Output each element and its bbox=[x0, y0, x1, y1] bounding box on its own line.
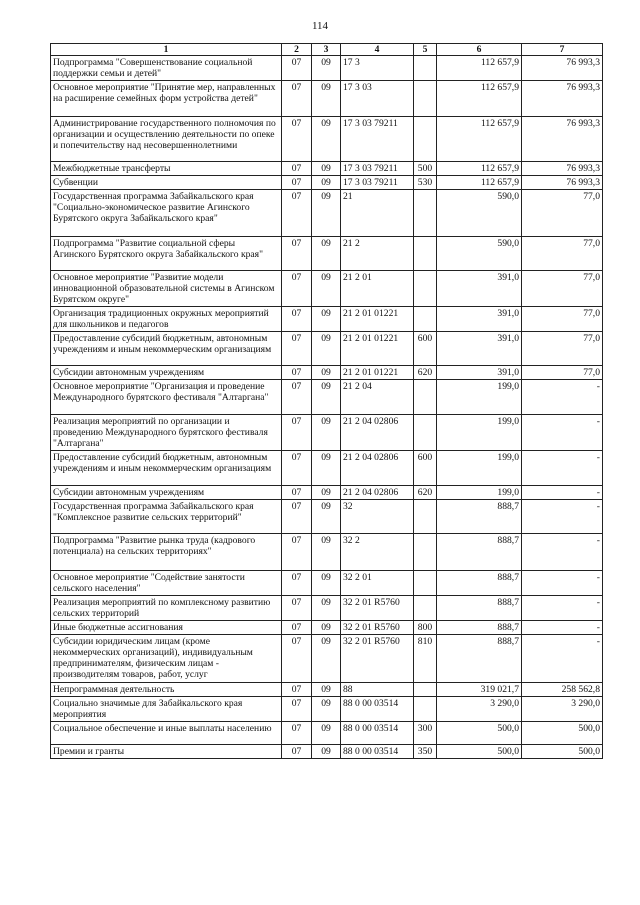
cell-target-article: 32 2 01 R5760 bbox=[341, 621, 414, 635]
cell-name: Подпрограмма "Развитие рынка труда (кадрового потенциала) на сельских территориях" bbox=[51, 534, 282, 571]
table-row bbox=[51, 56, 603, 81]
cell-expense-type bbox=[414, 190, 437, 237]
cell-section: 07 bbox=[282, 380, 312, 415]
cell-amount-year1: 500,0 bbox=[437, 745, 522, 759]
cell-amount-year2: 76 993,3 bbox=[522, 81, 603, 117]
cell-target-article: 21 2 04 02806 bbox=[341, 451, 414, 486]
cell-subsection: 09 bbox=[312, 635, 341, 683]
cell-target-article: 17 3 03 79211 bbox=[341, 117, 414, 162]
cell-amount-year2: - bbox=[522, 534, 603, 571]
cell-expense-type: 300 bbox=[414, 722, 437, 745]
table-row bbox=[51, 534, 603, 571]
cell-amount-year2: 500,0 bbox=[522, 745, 603, 759]
cell-expense-type bbox=[414, 56, 437, 81]
cell-subsection: 09 bbox=[312, 237, 341, 271]
cell-subsection: 09 bbox=[312, 451, 341, 486]
cell-target-article: 21 2 04 bbox=[341, 380, 414, 415]
table-row bbox=[51, 307, 603, 332]
cell-subsection: 09 bbox=[312, 722, 341, 745]
cell-amount-year1: 112 657,9 bbox=[437, 56, 522, 81]
cell-amount-year1: 590,0 bbox=[437, 190, 522, 237]
cell-target-article: 17 3 bbox=[341, 56, 414, 81]
cell-amount-year1: 888,7 bbox=[437, 621, 522, 635]
cell-subsection: 09 bbox=[312, 271, 341, 307]
cell-amount-year2: 77,0 bbox=[522, 366, 603, 380]
table-body bbox=[51, 56, 603, 759]
table-row bbox=[51, 596, 603, 621]
cell-amount-year2: - bbox=[522, 596, 603, 621]
cell-amount-year1: 391,0 bbox=[437, 271, 522, 307]
cell-subsection: 09 bbox=[312, 415, 341, 451]
cell-section: 07 bbox=[282, 571, 312, 596]
table-row bbox=[51, 500, 603, 534]
cell-expense-type bbox=[414, 81, 437, 117]
cell-target-article: 32 2 01 R5760 bbox=[341, 635, 414, 683]
cell-expense-type: 620 bbox=[414, 366, 437, 380]
cell-amount-year1: 888,7 bbox=[437, 635, 522, 683]
cell-subsection: 09 bbox=[312, 745, 341, 759]
cell-amount-year2: 3 290,0 bbox=[522, 697, 603, 722]
table-row bbox=[51, 486, 603, 500]
cell-amount-year2: - bbox=[522, 635, 603, 683]
cell-subsection: 09 bbox=[312, 697, 341, 722]
cell-section: 07 bbox=[282, 237, 312, 271]
cell-expense-type: 500 bbox=[414, 162, 437, 176]
cell-section: 07 bbox=[282, 271, 312, 307]
cell-expense-type bbox=[414, 307, 437, 332]
cell-section: 07 bbox=[282, 451, 312, 486]
table-row bbox=[51, 451, 603, 486]
cell-expense-type bbox=[414, 534, 437, 571]
cell-amount-year1: 112 657,9 bbox=[437, 162, 522, 176]
cell-amount-year2: 76 993,3 bbox=[522, 117, 603, 162]
cell-section: 07 bbox=[282, 486, 312, 500]
cell-section: 07 bbox=[282, 176, 312, 190]
cell-name: Основное мероприятие "Развитие модели инновационной образовательной системы в Агинском Бурятском округе" bbox=[51, 271, 282, 307]
cell-section: 07 bbox=[282, 415, 312, 451]
cell-subsection: 09 bbox=[312, 500, 341, 534]
table-row bbox=[51, 271, 603, 307]
cell-section: 07 bbox=[282, 366, 312, 380]
cell-section: 07 bbox=[282, 56, 312, 81]
cell-subsection: 09 bbox=[312, 486, 341, 500]
cell-amount-year2: 77,0 bbox=[522, 332, 603, 366]
cell-name: Государственная программа Забайкальского края "Социально-экономическое развитие Агинского Бурятского округа Забайкальского края" bbox=[51, 190, 282, 237]
cell-amount-year2: 76 993,3 bbox=[522, 176, 603, 190]
cell-expense-type: 620 bbox=[414, 486, 437, 500]
cell-amount-year1: 3 290,0 bbox=[437, 697, 522, 722]
cell-amount-year1: 391,0 bbox=[437, 366, 522, 380]
cell-amount-year1: 888,7 bbox=[437, 500, 522, 534]
cell-expense-type: 810 bbox=[414, 635, 437, 683]
table-row bbox=[51, 190, 603, 237]
cell-section: 07 bbox=[282, 596, 312, 621]
cell-name: Субсидии автономным учреждениям bbox=[51, 486, 282, 500]
cell-subsection: 09 bbox=[312, 190, 341, 237]
cell-amount-year2: - bbox=[522, 571, 603, 596]
table-row bbox=[51, 415, 603, 451]
cell-target-article: 32 2 01 bbox=[341, 571, 414, 596]
cell-expense-type bbox=[414, 237, 437, 271]
cell-subsection: 09 bbox=[312, 596, 341, 621]
column-header-3: 3 bbox=[312, 44, 341, 56]
cell-name: Социально значимые для Забайкальского края мероприятия bbox=[51, 697, 282, 722]
cell-section: 07 bbox=[282, 745, 312, 759]
cell-expense-type bbox=[414, 571, 437, 596]
cell-target-article: 21 2 01 01221 bbox=[341, 307, 414, 332]
cell-name: Предоставление субсидий бюджетным, автономным учреждениям и иным некоммерческим организациям bbox=[51, 332, 282, 366]
cell-name: Субсидии автономным учреждениям bbox=[51, 366, 282, 380]
cell-amount-year2: 77,0 bbox=[522, 271, 603, 307]
cell-amount-year2: 76 993,3 bbox=[522, 162, 603, 176]
cell-amount-year1: 888,7 bbox=[437, 571, 522, 596]
cell-amount-year1: 199,0 bbox=[437, 486, 522, 500]
cell-target-article: 21 2 01 bbox=[341, 271, 414, 307]
column-header-7: 7 bbox=[522, 44, 603, 56]
cell-subsection: 09 bbox=[312, 332, 341, 366]
column-header-1: 1 bbox=[51, 44, 282, 56]
column-header-4: 4 bbox=[341, 44, 414, 56]
cell-amount-year1: 199,0 bbox=[437, 451, 522, 486]
table-row bbox=[51, 332, 603, 366]
cell-section: 07 bbox=[282, 307, 312, 332]
header-row bbox=[51, 44, 603, 56]
table-row bbox=[51, 722, 603, 745]
cell-target-article: 21 2 01 01221 bbox=[341, 366, 414, 380]
column-header-6: 6 bbox=[437, 44, 522, 56]
cell-target-article: 21 2 04 02806 bbox=[341, 415, 414, 451]
table-row bbox=[51, 81, 603, 117]
cell-target-article: 32 bbox=[341, 500, 414, 534]
table-row bbox=[51, 635, 603, 683]
cell-target-article: 17 3 03 79211 bbox=[341, 176, 414, 190]
cell-amount-year2: - bbox=[522, 415, 603, 451]
cell-target-article: 17 3 03 bbox=[341, 81, 414, 117]
cell-expense-type bbox=[414, 683, 437, 697]
table-row bbox=[51, 176, 603, 190]
cell-name: Подпрограмма "Развитие социальной сферы Агинского Бурятского округа Забайкальского края" bbox=[51, 237, 282, 271]
cell-expense-type bbox=[414, 596, 437, 621]
cell-section: 07 bbox=[282, 635, 312, 683]
cell-target-article: 32 2 01 R5760 bbox=[341, 596, 414, 621]
cell-section: 07 bbox=[282, 722, 312, 745]
cell-amount-year2: - bbox=[522, 486, 603, 500]
cell-amount-year1: 112 657,9 bbox=[437, 176, 522, 190]
cell-amount-year2: 77,0 bbox=[522, 237, 603, 271]
cell-amount-year1: 199,0 bbox=[437, 415, 522, 451]
cell-section: 07 bbox=[282, 621, 312, 635]
cell-section: 07 bbox=[282, 332, 312, 366]
cell-name: Основное мероприятие "Принятие мер, направленных на расширение семейных форм устройства детей" bbox=[51, 81, 282, 117]
cell-subsection: 09 bbox=[312, 683, 341, 697]
cell-name: Субвенции bbox=[51, 176, 282, 190]
cell-target-article: 21 2 bbox=[341, 237, 414, 271]
cell-expense-type bbox=[414, 271, 437, 307]
cell-amount-year1: 199,0 bbox=[437, 380, 522, 415]
table-row bbox=[51, 117, 603, 162]
cell-subsection: 09 bbox=[312, 380, 341, 415]
table-row bbox=[51, 162, 603, 176]
cell-amount-year2: 77,0 bbox=[522, 190, 603, 237]
cell-target-article: 21 bbox=[341, 190, 414, 237]
cell-section: 07 bbox=[282, 500, 312, 534]
table-row bbox=[51, 380, 603, 415]
cell-amount-year1: 888,7 bbox=[437, 534, 522, 571]
cell-subsection: 09 bbox=[312, 162, 341, 176]
cell-target-article: 88 0 00 03514 bbox=[341, 722, 414, 745]
cell-amount-year2: - bbox=[522, 380, 603, 415]
cell-section: 07 bbox=[282, 190, 312, 237]
cell-section: 07 bbox=[282, 697, 312, 722]
table-row bbox=[51, 571, 603, 596]
cell-name: Организация традиционных окружных мероприятий для школьников и педагогов bbox=[51, 307, 282, 332]
cell-name: Реализация мероприятий по комплексному развитию сельских территорий bbox=[51, 596, 282, 621]
cell-subsection: 09 bbox=[312, 534, 341, 571]
cell-name: Субсидии юридическим лицам (кроме некоммерческих организаций), индивидуальным предпринимателям, физическим лицам - производителям товаров, работ, услуг bbox=[51, 635, 282, 683]
table-row bbox=[51, 697, 603, 722]
cell-amount-year1: 319 021,7 bbox=[437, 683, 522, 697]
cell-name: Предоставление субсидий бюджетным, автономным учреждениям и иным некоммерческим организациям bbox=[51, 451, 282, 486]
column-header-2: 2 bbox=[282, 44, 312, 56]
cell-amount-year1: 112 657,9 bbox=[437, 117, 522, 162]
cell-target-article: 32 2 bbox=[341, 534, 414, 571]
cell-expense-type bbox=[414, 697, 437, 722]
cell-amount-year2: 500,0 bbox=[522, 722, 603, 745]
cell-subsection: 09 bbox=[312, 621, 341, 635]
cell-subsection: 09 bbox=[312, 117, 341, 162]
cell-name: Социальное обеспечение и иные выплаты населению bbox=[51, 722, 282, 745]
column-header-5: 5 bbox=[414, 44, 437, 56]
cell-subsection: 09 bbox=[312, 81, 341, 117]
cell-name: Премии и гранты bbox=[51, 745, 282, 759]
cell-amount-year1: 391,0 bbox=[437, 332, 522, 366]
cell-subsection: 09 bbox=[312, 307, 341, 332]
cell-amount-year2: 76 993,3 bbox=[522, 56, 603, 81]
cell-subsection: 09 bbox=[312, 176, 341, 190]
cell-target-article: 17 3 03 79211 bbox=[341, 162, 414, 176]
page-number: 114 bbox=[311, 20, 329, 32]
cell-amount-year2: 258 562,8 bbox=[522, 683, 603, 697]
cell-section: 07 bbox=[282, 117, 312, 162]
cell-amount-year1: 112 657,9 bbox=[437, 81, 522, 117]
cell-amount-year2: 77,0 bbox=[522, 307, 603, 332]
cell-amount-year2: - bbox=[522, 621, 603, 635]
cell-target-article: 88 0 00 03514 bbox=[341, 697, 414, 722]
cell-target-article: 21 2 01 01221 bbox=[341, 332, 414, 366]
cell-expense-type bbox=[414, 117, 437, 162]
cell-expense-type: 350 bbox=[414, 745, 437, 759]
cell-expense-type bbox=[414, 415, 437, 451]
cell-section: 07 bbox=[282, 162, 312, 176]
table-row bbox=[51, 621, 603, 635]
table-row bbox=[51, 237, 603, 271]
cell-subsection: 09 bbox=[312, 366, 341, 380]
cell-section: 07 bbox=[282, 534, 312, 571]
cell-name: Государственная программа Забайкальского края "Комплексное развитие сельских территорий" bbox=[51, 500, 282, 534]
cell-target-article: 21 2 04 02806 bbox=[341, 486, 414, 500]
cell-amount-year1: 500,0 bbox=[437, 722, 522, 745]
cell-name: Подпрограмма "Совершенствование социальной поддержки семьи и детей" bbox=[51, 56, 282, 81]
cell-expense-type: 530 bbox=[414, 176, 437, 190]
cell-name: Основное мероприятие "Содействие занятости сельского населения" bbox=[51, 571, 282, 596]
cell-name: Администрирование государственного полномочия по организации и осуществлению деятельности по опеке и попечительству над несовершеннолетними bbox=[51, 117, 282, 162]
cell-subsection: 09 bbox=[312, 571, 341, 596]
cell-expense-type: 600 bbox=[414, 332, 437, 366]
table-row bbox=[51, 683, 603, 697]
cell-section: 07 bbox=[282, 81, 312, 117]
cell-name: Основное мероприятие "Организация и проведение Международного бурятского фестиваля "Алтаргана" bbox=[51, 380, 282, 415]
cell-target-article: 88 bbox=[341, 683, 414, 697]
cell-name: Иные бюджетные ассигнования bbox=[51, 621, 282, 635]
cell-expense-type bbox=[414, 380, 437, 415]
cell-name: Непрограммная деятельность bbox=[51, 683, 282, 697]
cell-expense-type: 800 bbox=[414, 621, 437, 635]
table-row bbox=[51, 745, 603, 759]
cell-name: Реализация мероприятий по организации и проведению Международного бурятского фестиваля "Алтаргана" bbox=[51, 415, 282, 451]
cell-amount-year1: 888,7 bbox=[437, 596, 522, 621]
cell-target-article: 88 0 00 03514 bbox=[341, 745, 414, 759]
cell-subsection: 09 bbox=[312, 56, 341, 81]
cell-amount-year1: 590,0 bbox=[437, 237, 522, 271]
cell-section: 07 bbox=[282, 683, 312, 697]
cell-amount-year2: - bbox=[522, 500, 603, 534]
cell-expense-type: 600 bbox=[414, 451, 437, 486]
cell-name: Межбюджетные трансферты bbox=[51, 162, 282, 176]
cell-expense-type bbox=[414, 500, 437, 534]
cell-amount-year1: 391,0 bbox=[437, 307, 522, 332]
table-row bbox=[51, 366, 603, 380]
budget-table bbox=[50, 43, 603, 759]
cell-amount-year2: - bbox=[522, 451, 603, 486]
